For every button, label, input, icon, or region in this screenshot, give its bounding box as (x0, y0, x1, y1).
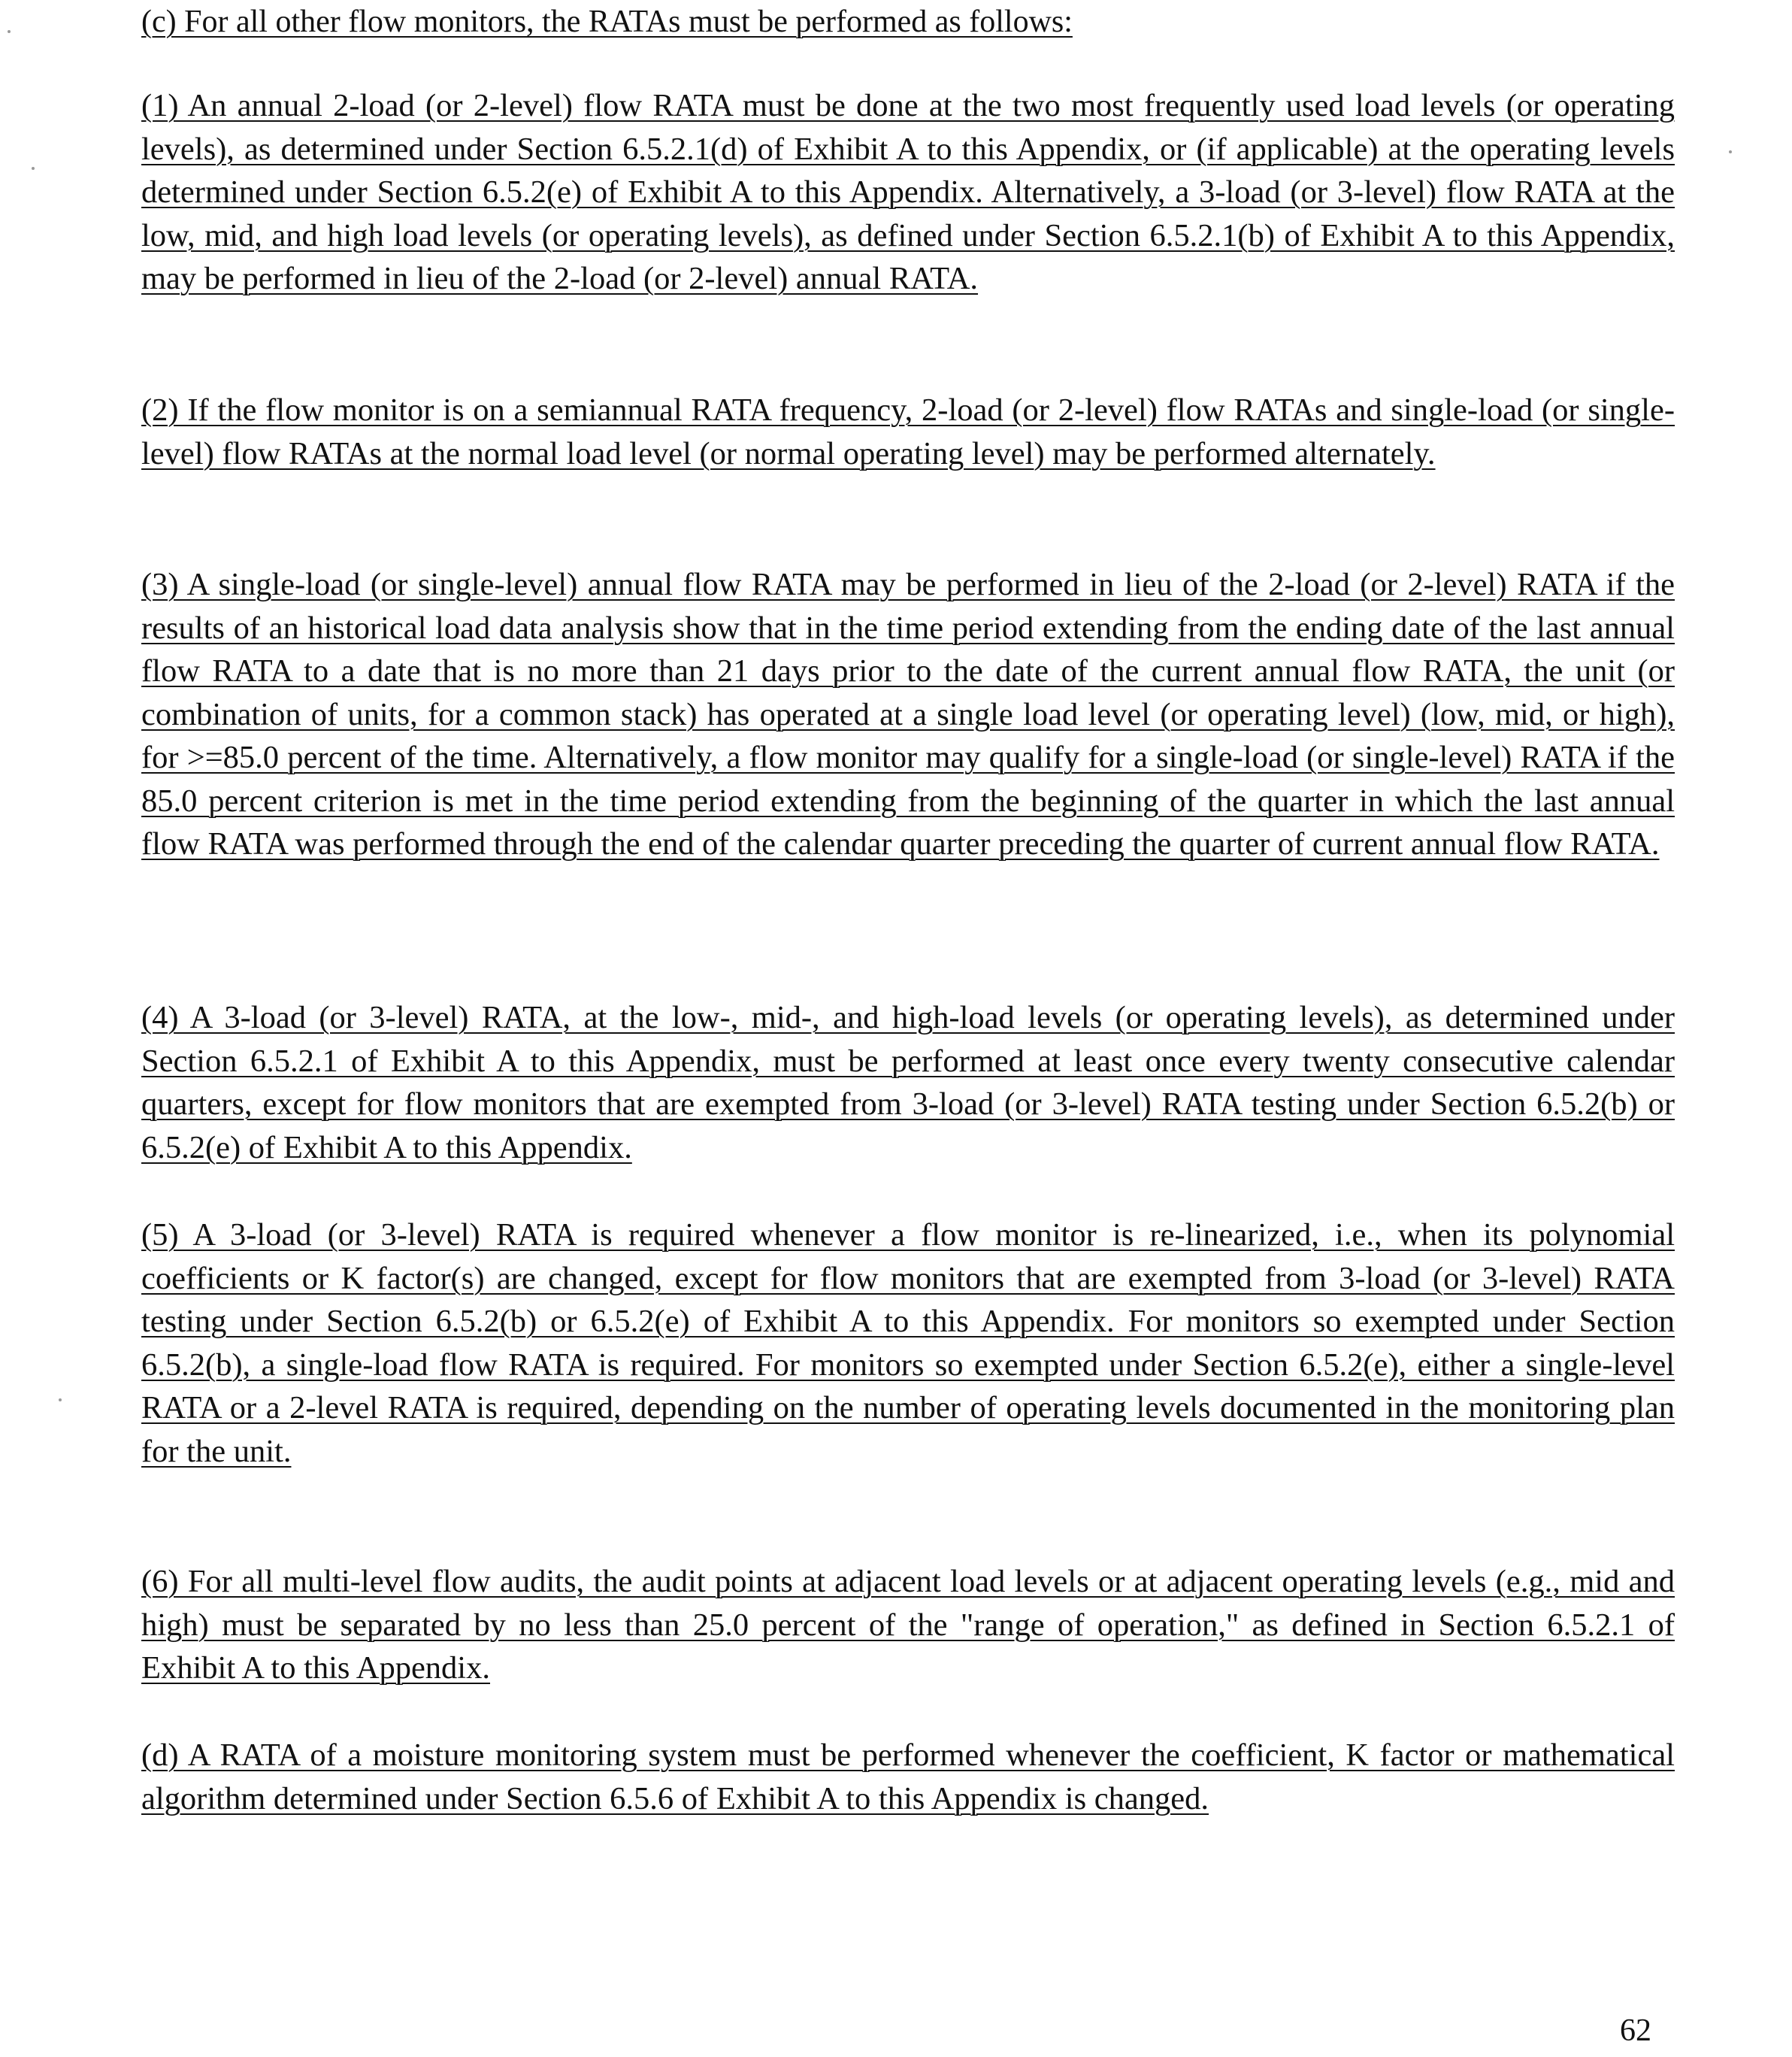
paragraph-d: (d) A RATA of a moisture monitoring system must be performed whenever the coefficient, K factor or mathematical algorithm determined under Section 6.5.6 of Exhibit A to this Appendix is changed. (141, 1737, 1675, 1816)
paragraph-2: (2) If the flow monitor is on a semiannual RATA frequency, 2-load (or 2-level) flow RATAs and single-load (or single-level) flow RATAs at the normal load level (or normal operating level) may be performed alternately. (141, 392, 1675, 471)
paragraph-1: (1) An annual 2-load (or 2-level) flow RATA must be done at the two most frequently used load levels (or operating levels), as determined under Section 6.5.2.1(d) of Exhibit A to this Appendix, or (if applicable) at the operating levels determined under Section 6.5.2(e) of Exhibit A to this Appendix. Alternatively, a 3-load (or 3-level) flow RATA at the low, mid, and high load levels (or operating levels), as defined under Section 6.5.2.1(b) of Exhibit A to this Appendix, may be performed in lieu of the 2-load (or 2-level) annual RATA. (141, 88, 1675, 296)
scan-speck (32, 167, 35, 170)
paragraph-6: (6) For all multi-level flow audits, the audit points at adjacent load levels or at adjacent operating levels (e.g., mid and high) must be separated by no less than 25.0 percent of the "range of operation," as defined in Section 6.5.2.1 of Exhibit A to this Appendix. (141, 1564, 1675, 1686)
scan-speck (1729, 150, 1732, 153)
paragraph-5: (5) A 3-load (or 3-level) RATA is required whenever a flow monitor is re-linearized, i.e., when its polynomial coefficients or K factor(s) are changed, except for flow monitors that are exempted from 3-load (or 3-level) RATA testing under Section 6.5.2(b) or 6.5.2(e) of Exhibit A to this Appendix. For monitors so exempted under Section 6.5.2(b), a single-load flow RATA is required. For monitors so exempted under Section 6.5.2(e), either a single-level RATA or a 2-level RATA is required, depending on the number of operating levels documented in the monitoring plan for the unit. (141, 1217, 1675, 1469)
section-heading: (c) For all other flow monitors, the RATAs must be performed as follows: (141, 5, 1073, 39)
paragraph-3: (3) A single-load (or single-level) annual flow RATA may be performed in lieu of the 2-load (or 2-level) RATA if the results of an historical load data analysis show that in the time period extending from the ending date of the last annual flow RATA to a date that is no more than 21 days prior to the date of the current annual flow RATA, the unit (or combination of units, for a common stack) has operated at a single load level (or operating level) (low, mid, or high), for >=85.0 percent of the time. Alternatively, a flow monitor may qualify for a single-load (or single-level) RATA if the 85.0 percent criterion is met in the time period extending from the beginning of the quarter in which the last annual flow RATA was performed through the end of the calendar quarter preceding the quarter of current annual flow RATA. (141, 567, 1675, 862)
page-number: 62 (1620, 2013, 1651, 2048)
paragraph-4: (4) A 3-load (or 3-level) RATA, at the low-, mid-, and high-load levels (or operating levels), as determined under Section 6.5.2.1 of Exhibit A to this Appendix, must be performed at least once every twenty consecutive calendar quarters, except for flow monitors that are exempted from 3-load (or 3-level) RATA testing under Section 6.5.2(b) or 6.5.2(e) of Exhibit A to this Appendix. (141, 1000, 1675, 1165)
scan-speck (8, 30, 11, 33)
scan-speck (59, 1398, 62, 1401)
